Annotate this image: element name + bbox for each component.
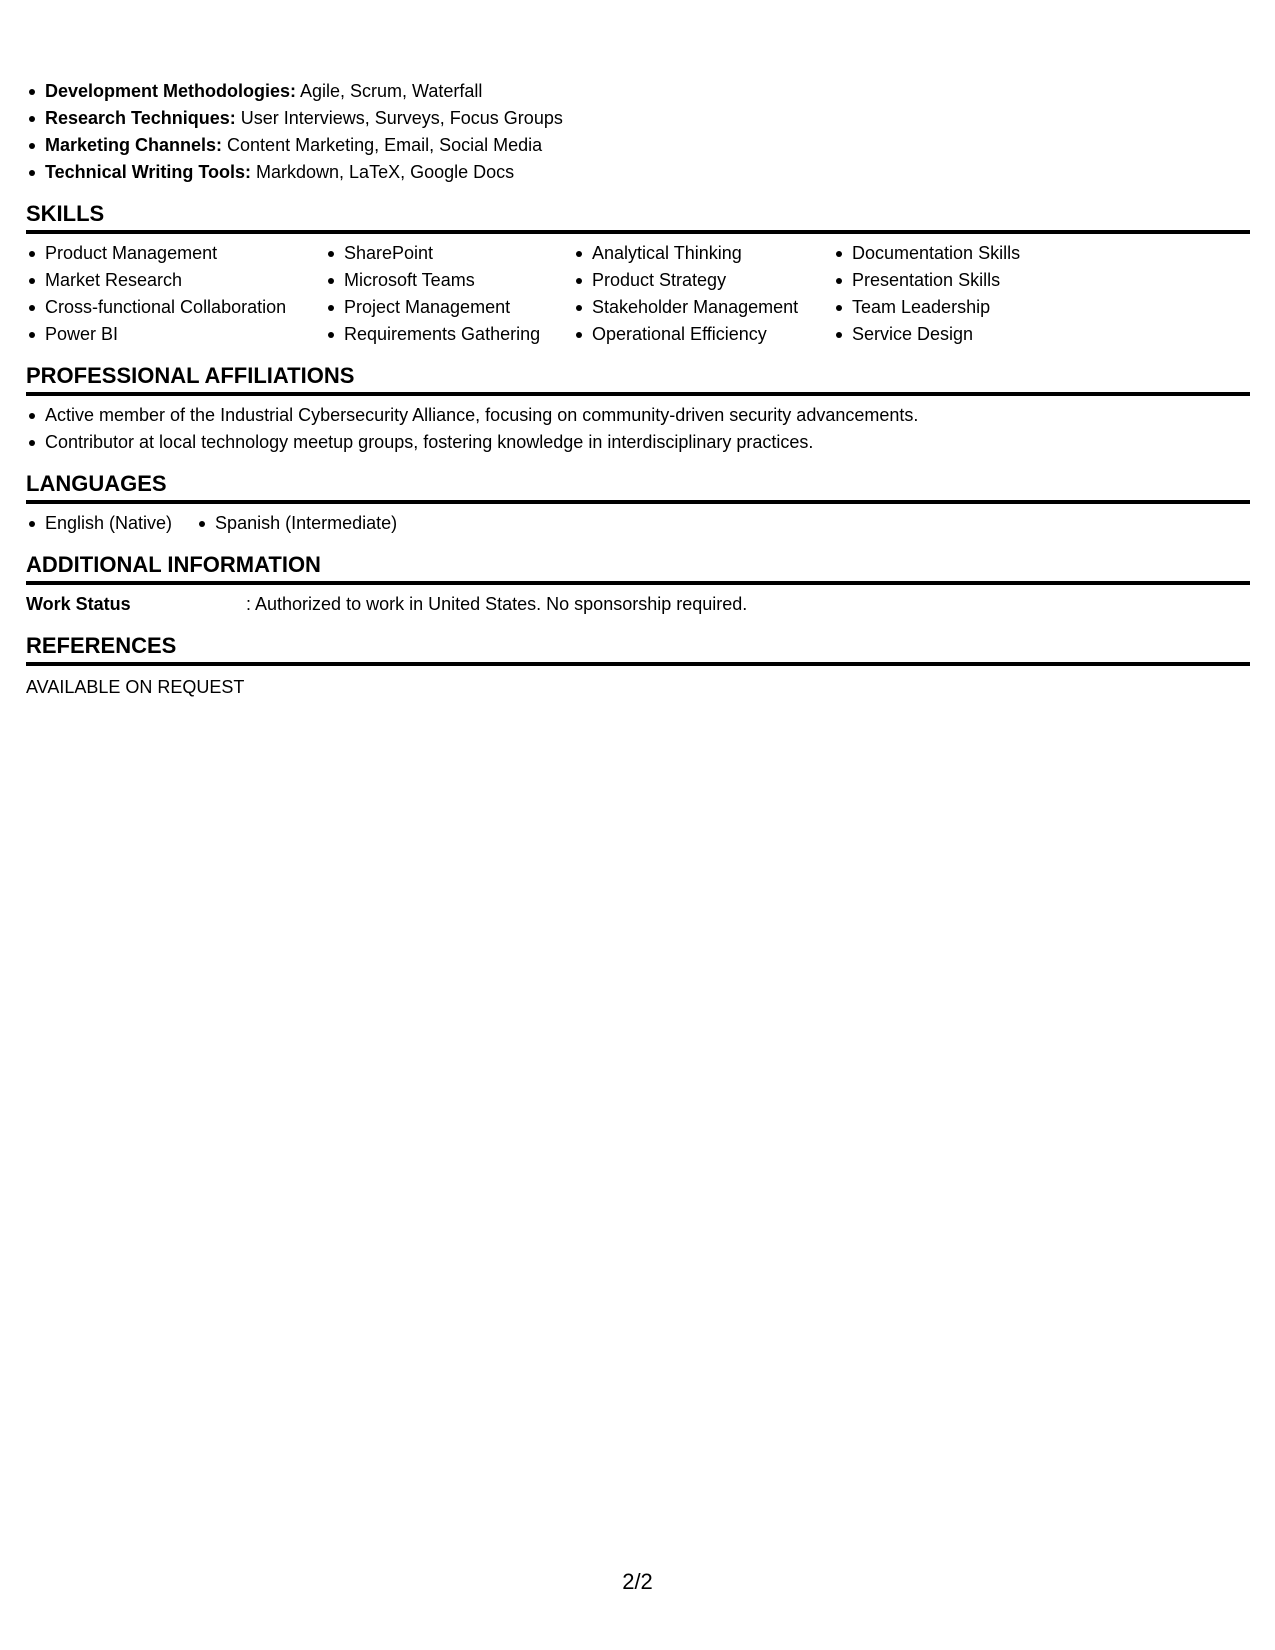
- item-label: Research Techniques:: [45, 108, 236, 128]
- skill-item: Product Management: [26, 240, 325, 267]
- item-value: Agile, Scrum, Waterfall: [296, 81, 483, 101]
- skill-item: Power BI: [26, 321, 325, 348]
- page-number: 2/2: [622, 1569, 653, 1594]
- affiliation-item: Active member of the Industrial Cybersecurity Alliance, focusing on community-driven security advancements.: [26, 402, 1250, 429]
- resume-page: [26, 78, 1250, 701]
- item-label: Technical Writing Tools:: [45, 162, 252, 182]
- language-item: Spanish (Intermediate): [196, 510, 397, 537]
- skills-column: [573, 240, 833, 348]
- affiliations-heading: PROFESSIONAL AFFILIATIONS: [26, 362, 1250, 396]
- languages-list: [26, 510, 1250, 537]
- list-item: [26, 132, 1250, 159]
- additional-info-heading: ADDITIONAL INFORMATION: [26, 551, 1250, 585]
- skills-column: [325, 240, 573, 348]
- skills-heading: SKILLS: [26, 200, 1250, 234]
- item-label: Development Methodologies:: [45, 81, 297, 101]
- skill-item: Stakeholder Management: [573, 294, 833, 321]
- skill-item: Project Management: [325, 294, 573, 321]
- skill-item: Analytical Thinking: [573, 240, 833, 267]
- skill-item: Service Design: [833, 321, 1083, 348]
- languages-heading: LANGUAGES: [26, 470, 1250, 504]
- work-status-value: : Authorized to work in United States. No sponsorship required.: [246, 594, 748, 614]
- skill-item: Market Research: [26, 267, 325, 294]
- skills-column: [26, 240, 325, 348]
- references-heading: REFERENCES: [26, 632, 1250, 666]
- tools-list: [26, 78, 1250, 186]
- item-value: Content Marketing, Email, Social Media: [222, 135, 543, 155]
- list-item: [26, 159, 1250, 186]
- list-item: [26, 105, 1250, 132]
- skill-item: Requirements Gathering: [325, 321, 573, 348]
- affiliations-list: [26, 402, 1250, 456]
- skill-item: Cross-functional Collaboration: [26, 294, 325, 321]
- affiliation-item: Contributor at local technology meetup groups, fostering knowledge in interdisciplinary practices.: [26, 429, 1250, 456]
- skills-column: [833, 240, 1083, 348]
- item-value: Markdown, LaTeX, Google Docs: [251, 162, 515, 182]
- skill-item: SharePoint: [325, 240, 573, 267]
- skills-grid: [26, 240, 1250, 348]
- list-item: [26, 78, 1250, 105]
- skill-item: Operational Efficiency: [573, 321, 833, 348]
- skill-item: Team Leadership: [833, 294, 1083, 321]
- item-value: User Interviews, Surveys, Focus Groups: [235, 108, 563, 128]
- language-item: English (Native): [26, 510, 172, 537]
- skill-item: Presentation Skills: [833, 267, 1083, 294]
- work-status-label: Work Status: [26, 594, 131, 614]
- references-text: AVAILABLE ON REQUEST: [26, 677, 245, 697]
- skill-item: Documentation Skills: [833, 240, 1083, 267]
- skill-item: Product Strategy: [573, 267, 833, 294]
- skill-item: Microsoft Teams: [325, 267, 573, 294]
- item-label: Marketing Channels:: [45, 135, 223, 155]
- work-status-row: [26, 591, 1250, 618]
